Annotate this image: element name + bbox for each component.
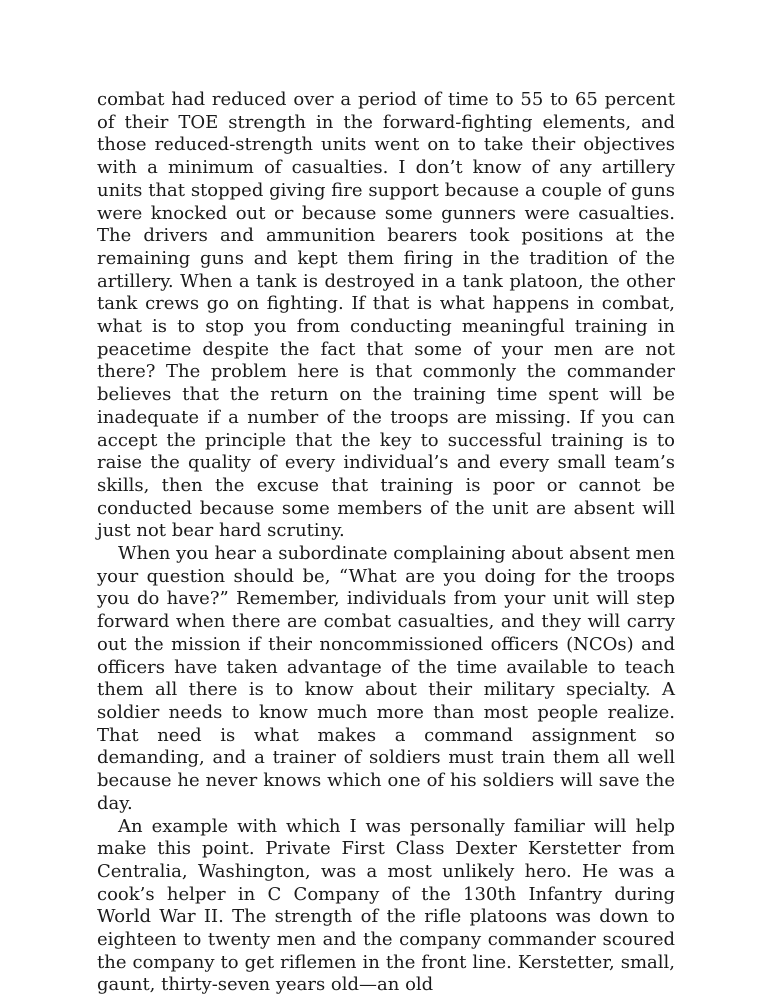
paragraph-continued: combat had reduced over a period of time to 55 to 65 percent of their TOE strength in the forward-fighting elements, and those reduced-strength units went on to take their objectives with a minimum of casualties. I don’t know of any artillery units that stopped giving fire support because a couple of guns were knocked out or because some gunners were casualties. The drivers and ammunition bearers took positions at the remaining guns and kept them firing in the tradition of the artillery. When a tank is destroyed in a tank platoon, the other tank crews go on fighting. If that is what happens in combat, what is to stop you from conducting meaningful training in peacetime despite the fact that some of your men are not there? The problem here is that commonly the commander believes that the return on the training time spent will be inadequate if a number of the troops are missing. If you can accept the principle that the key to successful training is to raise the quality of every individual’s and every small team’s skills, then the excuse that training is poor or cannot be conducted because some members of the unit are absent will just not bear hard scrutiny.	[97, 89, 675, 542]
page-body	[97, 89, 675, 997]
paragraph-absent-men: When you hear a subordinate complaining about absent men your question should be, “What are you doing for the troops you do have?” Remember, individuals from your unit will step forward when there are combat casualties, and they will carry out the mission if their noncommissioned officers (NCOs) and officers have taken advantage of the time available to teach them all there is to know about their military specialty. A soldier needs to know much more than most people realize. That need is what makes a command assignment so demanding, and a trainer of soldiers must train them all well because he never knows which one of his soldiers will save the day.	[97, 543, 675, 814]
paragraph-kerstetter-example: An example with which I was personally familiar will help make this point. Private First Class Dexter Kerstetter from Centralia, Washington, was a most unlikely hero. He was a cook’s helper in C Company of the 130th Infantry during World War II. The strength of the rifle platoons was down to eighteen to twenty men and the company commander scoured the company to get riflemen in the front line. Kerstetter, small, gaunt, thirty-seven years old—an old	[97, 815, 675, 996]
